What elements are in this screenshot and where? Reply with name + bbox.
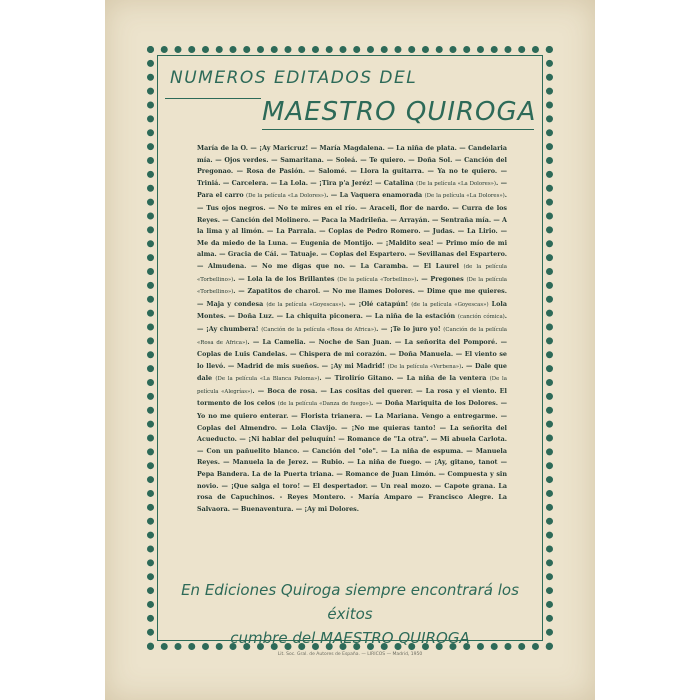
song-note: (Canción de la película «Rosa de Africa») [261, 326, 377, 333]
song-titles: . — ¡Ay chumbera! [197, 312, 507, 333]
title-underline [262, 129, 534, 130]
song-titles: . — Dale que dale [197, 361, 507, 383]
song-titles: María de la O. — ¡Ay Maricruz! — María Magdalena. — La niña de plata. — Candelaria mía. — Ojos verdes. — Samaritana. — Soleá. — Te quiero. — Doña Sol. — Canción del Pregonao. — Rosa de Pasión. — Salomé. — Llora la guitarra. — Ya no te quiero. — Triniá. — Carcelera. — La Lola. — ¡Tira p'a Jeréz! — Catalina [197, 144, 507, 187]
song-note: (canción cómica) [457, 314, 505, 321]
song-titles: . — Doña Mariquita de los Dolores. — Yo no me quiero enterar. — Florista trianera. — La Mariana. Vengo a entregarme. — Coplas del Almendro. — Lola Clavijo. — ¡No me quieras tanto! — La señorita del Acueducto. — ¡Ni hablar del peluquín! — Romance de "La otra". — Mi abuela Carlota. — Con un pañuelito blanco. — Canción del "ole". — La niña de espuma. — Manuela Reyes. — Manuela la de Jerez. — Rubio. — La niña de fuego. — ¡Ay, gitano, tanot — Pepa Bandera. La de la Puerta triana. — Romance de Juan Limón. — Compuesta y sin novio. — ¡Que salga el toro! — El despertador. — Un real mozo. — Capote grana. La rosa de Capuchinos. - Reyes Montero. - María Amparo — Francisco Alegre. La Salvaora. — Buenaventura. — ¡Ay mi Dolores. [197, 399, 507, 513]
song-note: (De la película «La Dolores») [424, 193, 505, 200]
song-titles: . — La Vaquera enamorada [326, 191, 425, 200]
song-titles: . — Tirolirío Gitano. — La niña de la ventera [319, 374, 490, 383]
song-note: (De la película «La Dolores») [416, 180, 497, 187]
song-titles: . — La Camelia. — Noche de San Juan. — La señorita del Pomporé. — Coplas de Luis Candelas. — Chispera de mi corazón. — Doña Manuela. — El viento se lo llevó. — Madrid de mis sueños. — ¡Ay mi Madrid! [197, 337, 507, 370]
footer-text [175, 578, 525, 650]
song-titles: Lola Montes. — Doña Luz. — La chiquita piconera. — La niña de la estación [197, 299, 507, 321]
song-note: (De la película «Torbellino») [337, 276, 417, 283]
imprint-line: Lit. Soc. Gral. de Autores de España. — LIRICOS — Madrid, 1950 [277, 652, 423, 657]
song-list [197, 143, 507, 515]
song-note: (De la película «Verbena») [387, 363, 462, 370]
footer-line-1: En Ediciones Quiroga siempre encontrará los éxitos [181, 581, 519, 623]
song-titles: . — Pregones [416, 274, 467, 283]
song-titles: . — ¡Te lo juro yo! [376, 324, 444, 333]
footer-line-2: cumbre del MAESTRO QUIROGA [230, 629, 470, 647]
song-note: (de la película «Goyescas») [411, 301, 489, 308]
song-note: (De la película «Torbellino») [197, 276, 508, 296]
song-titles: . — Lola la de los Brillantes [233, 274, 338, 283]
header-line-1: NUMEROS EDITADOS DEL [170, 68, 418, 88]
song-note: (de la película «Torbellino») [197, 263, 507, 283]
song-note: (De la película «Alegrías») [197, 376, 507, 395]
song-note: (De la película «La Dolores») [246, 193, 327, 200]
song-note: (de la película «Goyescas») [266, 301, 344, 308]
song-titles: . — Boca de rosa. — Las cositas del querer. — La rosa y el viento. El tormento de los celos [197, 386, 507, 408]
song-note: (de la película «Danza de fuego») [277, 401, 372, 408]
song-note: (De la película «La Blanca Paloma») [215, 376, 320, 383]
song-note: (Canción de la película «Rosa de Africa») [197, 326, 508, 346]
song-titles: . — ¡Olé catapún! [343, 299, 412, 308]
song-titles: . — Para el carro [197, 178, 508, 200]
song-titles: . — Tus ojos negros. — No te mires en el río. — Araceli, flor de nardo. — Curra de los Reyes. — Canción del Molinero. — Paca la Madrileña. — Arrayán. — Sentraña mía. — A la lima y al limón. — La Parrala. — Coplas de Pedro Romero. — Judas. — La Lirio. — Me da miedo de la Luna. — Eugenia de Montijo. — ¡Maldito sea! — Primo mío de mi alma. — Gracia de Cái. — Tatuaje. — Coplas del Espartero. — Sevillanas del Espartero. — Almudena. — No me digas que no. — La Caramba. — El Laurel [197, 191, 507, 270]
header-line-2: MAESTRO QUIROGA [262, 97, 537, 127]
header-rule [165, 98, 261, 99]
song-titles: . — Zapatitos de charol. — No me llames Dolores. — Dime que me quieres. — Maja y condesa [197, 287, 507, 308]
